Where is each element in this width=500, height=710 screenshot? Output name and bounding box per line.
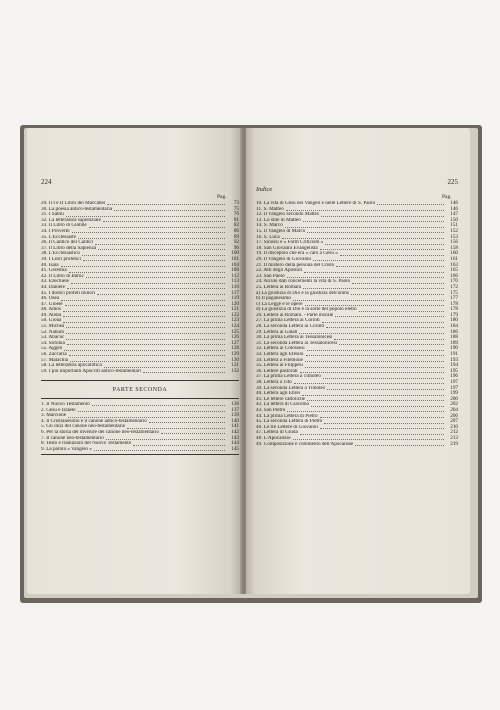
toc-entry-page: 120 — [231, 300, 239, 307]
toc-entry-page: 175 — [450, 289, 458, 296]
dot-leader — [98, 249, 225, 250]
dot-leader — [64, 350, 225, 351]
toc-entry-title: 29. Lettera ai Galati — [256, 329, 298, 335]
dot-leader — [304, 272, 444, 273]
toc-entry-title: 21. Il mistero della persona del Cristo — [256, 262, 335, 268]
toc-entry-title: 53. Abacuc — [41, 335, 65, 341]
dot-leader — [303, 288, 444, 289]
dot-leader — [65, 305, 225, 306]
toc-entry-title: 38. Lettera a Tito — [256, 380, 292, 385]
toc-entry-title: 46. Osea — [41, 296, 60, 302]
left-toc-list — [41, 201, 239, 374]
dot-leader — [92, 405, 225, 406]
dot-leader — [78, 238, 225, 239]
toc-entry-title: 48. Amos — [41, 307, 61, 313]
dot-leader — [320, 249, 444, 250]
toc-entry-title: 32. La letteratura sapienziale — [41, 217, 101, 223]
dot-leader — [322, 322, 444, 323]
toc-entry-page: 172 — [450, 283, 458, 290]
toc-entry-title: 50. Giona — [41, 318, 62, 324]
toc-entry-title: 30. La prima Lettera ai Tessalonicesi — [256, 335, 333, 341]
toc-entry-page: 141 — [231, 423, 239, 430]
toc-entry-page: 151 — [450, 222, 458, 229]
toc-entry-title: 26. Lettera ai Romani. - Parte morale — [256, 312, 334, 318]
toc-entry-page: 132 — [231, 367, 239, 374]
dot-leader — [300, 372, 444, 373]
dot-leader — [68, 417, 225, 418]
toc-entry-page: 113 — [231, 278, 239, 285]
toc-entry-title: 31. La seconda Lettera ai Tessalonicesi — [256, 340, 338, 346]
toc-entry-page: 158 — [450, 244, 458, 251]
dot-leader — [97, 294, 225, 295]
dot-leader — [307, 232, 444, 233]
toc-entry-page: 112 — [231, 272, 239, 279]
toc-entry-page: 129 — [231, 351, 239, 358]
toc-entry-title: 55. Aggeo — [41, 346, 63, 352]
right-page-number: 225 — [447, 178, 458, 186]
toc-entry-title: 30. La poesia antico-testamentaria — [41, 206, 113, 212]
toc-entry-page: 152 — [450, 227, 458, 234]
dot-leader — [335, 316, 444, 317]
dot-leader — [336, 266, 444, 267]
dot-leader — [323, 378, 444, 379]
toc-entry-page: 210 — [450, 423, 458, 430]
toc-entry-page: 189 — [450, 339, 458, 346]
toc-entry-title: 6. Per la storia del divenire del canone neo-testamentario — [41, 429, 159, 435]
toc-entry-page: 139 — [231, 412, 239, 419]
dot-leader — [327, 389, 444, 390]
toc-entry-title: 37. La prima Lettera a Timoteo — [256, 374, 321, 380]
dot-leader — [355, 445, 444, 446]
toc-entry-page: 150 — [450, 216, 458, 223]
toc-entry-page: 146 — [450, 205, 458, 212]
dot-leader — [303, 221, 444, 222]
toc-entry-page: 177 — [450, 295, 458, 302]
dot-leader — [94, 450, 225, 451]
toc-entry-page: 143 — [231, 434, 239, 441]
toc-entry-title: 41. Geremia — [41, 268, 67, 274]
right-toc-list — [256, 201, 458, 447]
dot-leader — [104, 367, 225, 368]
dot-leader — [149, 422, 225, 423]
toc-entry-title: 10. La vita di Gesù nei Vangeli e nelle Lettere di S. Paolo — [256, 201, 376, 206]
toc-entry-title: 52. Nahum — [41, 329, 65, 335]
running-head: Indice — [256, 186, 273, 193]
toc-entry-title: 7. Il canone neo-testamentario — [41, 435, 104, 441]
toc-entry-title: 34. Lettera a Filemone — [256, 357, 303, 363]
dot-leader — [300, 434, 444, 435]
toc-entry-title: 29. Il I e II Libro dei Maccabei — [41, 201, 106, 206]
toc-entry-page: 145 — [231, 445, 239, 452]
toc-entry-page: 131 — [231, 362, 239, 369]
dot-leader — [305, 361, 444, 362]
left-pag-label: Pag. — [217, 194, 227, 200]
dot-leader — [285, 227, 444, 228]
toc-entry-title: 41. Le lettere cattoliche — [256, 396, 305, 402]
toc-entry-title: 8. Testo e traduzioni del Nuovo Testamento — [41, 441, 132, 447]
divider — [41, 454, 239, 455]
dot-leader — [351, 294, 444, 295]
toc-entry-page: 197 — [450, 384, 458, 391]
toc-entry-title: 27. La prima Lettera ai Corinti — [256, 318, 320, 324]
toc-entry-title: 48. L'Apocalisse — [256, 435, 291, 441]
dot-leader — [293, 439, 444, 440]
toc-entry-title: 22. Atti degli Apostoli — [256, 268, 303, 274]
dot-leader — [306, 355, 444, 356]
toc-entry-page: 191 — [450, 351, 458, 358]
dot-leader — [321, 216, 444, 217]
toc-entry — [256, 442, 458, 448]
toc-entry-page: 170 — [450, 278, 458, 285]
toc-entry-page: 179 — [450, 311, 458, 318]
toc-entry-title: 58. La letteratura apocalittica — [41, 363, 102, 369]
toc-entry-title: 25. Lettera ai Romani — [256, 284, 302, 290]
toc-entry-title: 12. Il Vangelo secondo Matteo — [256, 212, 320, 218]
toc-entry-title: 24. Alcuni dati concernenti la vita di S. Paolo — [256, 279, 351, 285]
dot-leader — [143, 372, 225, 373]
toc-entry-page: 121 — [231, 306, 239, 313]
toc-entry-page: 124 — [231, 323, 239, 330]
toc-entry-page: 73 — [233, 200, 239, 206]
dot-leader — [340, 255, 444, 256]
toc-entry-title: 36. Lettere pastorali — [256, 368, 298, 374]
toc-entry-title: 20. Il Vangelo di Giovanni — [256, 256, 312, 262]
toc-entry-title: 45. I dodici profeti minori — [41, 290, 96, 296]
toc-entry-page: 86 — [233, 227, 239, 234]
dot-leader — [70, 361, 225, 362]
dot-leader — [339, 344, 444, 345]
dot-leader — [313, 260, 444, 261]
toc-entry-page: 137 — [231, 406, 239, 413]
toc-entry-title: 1. Il Nuovo Testamento — [41, 402, 90, 407]
dot-leader — [66, 216, 225, 217]
dot-leader — [66, 339, 225, 340]
toc-entry-title: c) La Legge e le opere — [256, 301, 303, 307]
divider — [41, 398, 239, 399]
toc-entry-page: 81 — [233, 216, 239, 223]
toc-entry-title: 33. Il Libro di Giobbe — [41, 223, 87, 229]
dot-leader — [320, 428, 444, 429]
dot-leader — [63, 316, 225, 317]
toc-entry-title: 32. Lettera ai Colossesi — [256, 346, 305, 352]
toc-entry-page: 119 — [231, 295, 239, 302]
dot-leader — [352, 283, 444, 284]
toc-entry-title: 51. Michea — [41, 324, 65, 330]
toc-entry-title: 43. Ezechiele — [41, 279, 69, 285]
toc-entry-title: 17. Sinossi e « Form Criticism » — [256, 240, 324, 246]
toc-entry-page: 122 — [231, 311, 239, 318]
toc-entry-title: 39. La seconda Lettera a Timoteo — [256, 385, 326, 391]
toc-entry-page: 197 — [450, 379, 458, 385]
toc-entry-page: 82 — [233, 222, 239, 229]
dot-leader — [63, 322, 225, 323]
toc-entry-title: 35. Lettera ai Filippesi — [256, 363, 303, 369]
dot-leader — [325, 244, 444, 245]
toc-entry-title: 47. Lettera di Giuda — [256, 430, 298, 436]
dot-leader — [114, 210, 225, 211]
right-pag-label: Pag. — [442, 194, 452, 200]
dot-leader — [83, 260, 225, 261]
toc-entry-page: 144 — [231, 440, 239, 447]
dot-leader — [293, 300, 444, 301]
dot-leader — [67, 288, 225, 289]
dot-leader — [286, 210, 444, 211]
dot-leader — [82, 255, 225, 256]
toc-entry-page: 199 — [450, 390, 458, 397]
toc-entry-title: 40. Lettera agli Ebrei — [256, 391, 301, 397]
toc-entry-title: 34. I Proverbi — [41, 228, 70, 234]
dot-leader — [71, 283, 225, 284]
toc-entry — [41, 447, 239, 453]
toc-entry-page: 123 — [231, 317, 239, 324]
toc-entry-page: 207 — [450, 418, 458, 425]
toc-entry-page: 104 — [231, 261, 239, 268]
toc-entry-page: 142 — [231, 428, 239, 435]
toc-entry-title: d) La giustizia di Dio e la sorte del popolo eletto — [256, 307, 357, 313]
toc-entry-page: 101 — [231, 255, 239, 262]
toc-entry-page: 96 — [233, 244, 239, 251]
right-page — [246, 128, 470, 594]
dot-leader — [320, 417, 444, 418]
toc-entry-title: 42. Il Libro di Baruc — [41, 273, 84, 279]
toc-entry-page: 184 — [450, 323, 458, 330]
dot-leader — [106, 439, 225, 440]
toc-entry-title: 44. Daniele — [41, 284, 65, 290]
toc-entry-page: 76 — [233, 211, 239, 218]
toc-entry-page: 178 — [450, 300, 458, 307]
toc-entry-page: 127 — [231, 339, 239, 346]
dot-leader — [377, 204, 444, 205]
dot-leader — [103, 221, 225, 222]
toc-entry-page: 178 — [450, 306, 458, 313]
toc-entry-page: 126 — [231, 334, 239, 341]
toc-entry-page: 156 — [450, 239, 458, 246]
dot-leader — [89, 227, 225, 228]
toc-entry-page: 200 — [450, 395, 458, 402]
toc-entry-page: 165 — [450, 267, 458, 274]
toc-entry-title: 57. Malachia — [41, 357, 69, 363]
dot-leader — [334, 339, 444, 340]
toc-entry-page: 117 — [231, 289, 239, 296]
toc-entry-page: 212 — [450, 429, 458, 436]
dot-leader — [127, 428, 225, 429]
dot-leader — [305, 367, 444, 368]
dot-leader — [282, 238, 444, 239]
toc-entry-page: 100 — [231, 250, 239, 257]
dot-leader — [86, 277, 225, 278]
toc-entry-page: 186 — [450, 328, 458, 335]
dot-leader — [107, 204, 225, 205]
toc-entry-page: 160 — [450, 250, 458, 257]
dot-leader — [63, 311, 225, 312]
toc-entry-title: b) Il paganesimo — [256, 296, 291, 302]
toc-entry-title: 37. Il Libro della Sapienza — [41, 245, 97, 251]
toc-entry-page: 108 — [231, 267, 239, 274]
toc-entry-title: 39. I Libri profetici — [41, 256, 82, 262]
toc-entry-page: 166 — [450, 272, 458, 279]
dot-leader — [69, 355, 225, 356]
toc-entry-title: 43. San Pietro — [256, 407, 286, 413]
toc-entry-title: 56. Zaccaria — [41, 352, 67, 358]
toc-entry-page: 116 — [231, 283, 239, 290]
part-two-toc-list — [41, 402, 239, 452]
toc-entry-page: 128 — [231, 345, 239, 352]
dot-leader — [305, 305, 444, 306]
dot-leader — [359, 311, 444, 312]
toc-entry-title: 40. Isaia — [41, 262, 59, 268]
toc-entry-page: 188 — [450, 334, 458, 341]
toc-entry-title: 36. Il Cantico dei Cantici — [41, 240, 94, 246]
dot-leader — [133, 445, 225, 446]
toc-entry-title: 45. La seconda Lettera di Pietro — [256, 419, 323, 425]
toc-entry-title: 13. Lo stile di Matteo — [256, 217, 301, 223]
dot-leader — [307, 350, 444, 351]
toc-entry-page: 125 — [231, 328, 239, 335]
dot-leader — [311, 406, 444, 407]
dot-leader — [294, 383, 444, 384]
toc-entry-page: 206 — [450, 412, 458, 419]
toc-entry-page: 146 — [450, 200, 458, 206]
dot-leader — [72, 232, 225, 233]
toc-entry-title: 23. San Paolo — [256, 273, 285, 279]
dot-leader — [161, 433, 225, 434]
toc-entry-page: 202 — [450, 401, 458, 408]
toc-entry-title: 15. Il Vangelo di Marco — [256, 228, 306, 234]
toc-entry-page: 75 — [233, 205, 239, 212]
toc-entry-page: 219 — [450, 440, 458, 447]
toc-entry-title: 9. La parola « Vangelo » — [41, 446, 92, 452]
toc-entry-title: 44. La prima Lettera di Pietro — [256, 413, 318, 419]
toc-entry-page: 140 — [231, 417, 239, 424]
dot-leader — [287, 277, 444, 278]
dot-leader — [307, 400, 444, 401]
toc-entry — [41, 369, 239, 375]
toc-entry-title: 54. Sofonia — [41, 340, 65, 346]
toc-entry-page: 213 — [450, 434, 458, 441]
left-page — [27, 128, 241, 594]
divider — [41, 380, 239, 381]
toc-entry-page: 130 — [231, 356, 239, 363]
toc-entry-title: 18. San Giovanni Evangelista — [256, 245, 318, 251]
toc-entry-title: 31. I Salmi — [41, 212, 64, 218]
dot-leader — [67, 344, 225, 345]
toc-entry-page: 147 — [450, 211, 458, 218]
toc-entry-title: 2. Gesù e Israele — [41, 407, 76, 413]
toc-entry-title: 16. S. Luca — [256, 234, 280, 240]
toc-entry-title: 59. I più importanti Apocrifi antico-testamentari — [41, 368, 141, 374]
part-two-title: PARTE SECONDA — [112, 387, 168, 393]
toc-entry-title: 46. Le tre Lettere di Giovanni — [256, 424, 318, 430]
toc-entry-title: 35. L'Ecclesiaste — [41, 234, 76, 240]
dot-leader — [302, 395, 444, 396]
toc-entry-title: 49. Composizione e commento dell'Apocalisse — [256, 441, 354, 447]
toc-entry-title: 5. Gli inizi del canone neo-testamentario — [41, 424, 126, 430]
dot-leader — [61, 300, 225, 301]
dot-leader — [69, 272, 225, 273]
toc-entry-title: 3. Marcione — [41, 413, 67, 419]
toc-entry-page: 194 — [450, 362, 458, 369]
toc-entry-title: a) La giustizia di Dio e la giustizia dell'uomo — [256, 290, 350, 296]
toc-entry-page: 180 — [450, 317, 458, 324]
toc-entry-title: 42. La lettera di Giacomo — [256, 402, 310, 408]
left-page-number: 224 — [41, 178, 52, 186]
toc-entry-title: 4. Il Cristianesimo e il canone antico-testamentario — [41, 418, 147, 424]
toc-entry-page: 153 — [450, 233, 458, 240]
toc-entry-title: 14. S. Marco — [256, 223, 283, 229]
dot-leader — [95, 244, 225, 245]
toc-entry-page: 193 — [450, 356, 458, 363]
toc-entry-title: 49. Abdia — [41, 312, 62, 318]
toc-entry-page: 89 — [233, 233, 239, 240]
toc-entry-title: 38. L'Ecclesiastico — [41, 251, 80, 257]
toc-entry-page: 196 — [450, 373, 458, 380]
dot-leader — [287, 411, 444, 412]
toc-entry-page: 190 — [450, 345, 458, 352]
toc-entry-title: 19. Il discepolo che era « caro a Gesù » — [256, 251, 338, 257]
toc-entry-page: 163 — [450, 261, 458, 268]
dot-leader — [324, 423, 444, 424]
toc-entry-page: 161 — [450, 255, 458, 262]
toc-entry-page: 136 — [231, 401, 239, 407]
dot-leader — [299, 333, 444, 334]
toc-entry-title: 28. La seconda Lettera ai Corinti — [256, 324, 325, 330]
toc-entry-page: 195 — [450, 367, 458, 374]
dot-leader — [61, 266, 225, 267]
toc-entry-title: 11. S. Matteo — [256, 206, 284, 212]
toc-entry-title: 33. Lettera agli Efesini — [256, 352, 304, 358]
toc-entry-title: 47. Gioele — [41, 301, 63, 307]
dot-leader — [66, 327, 225, 328]
dot-leader — [66, 333, 225, 334]
toc-entry-page: 92 — [233, 239, 239, 246]
dot-leader — [78, 411, 225, 412]
toc-entry-page: 204 — [450, 406, 458, 413]
dot-leader — [326, 327, 444, 328]
